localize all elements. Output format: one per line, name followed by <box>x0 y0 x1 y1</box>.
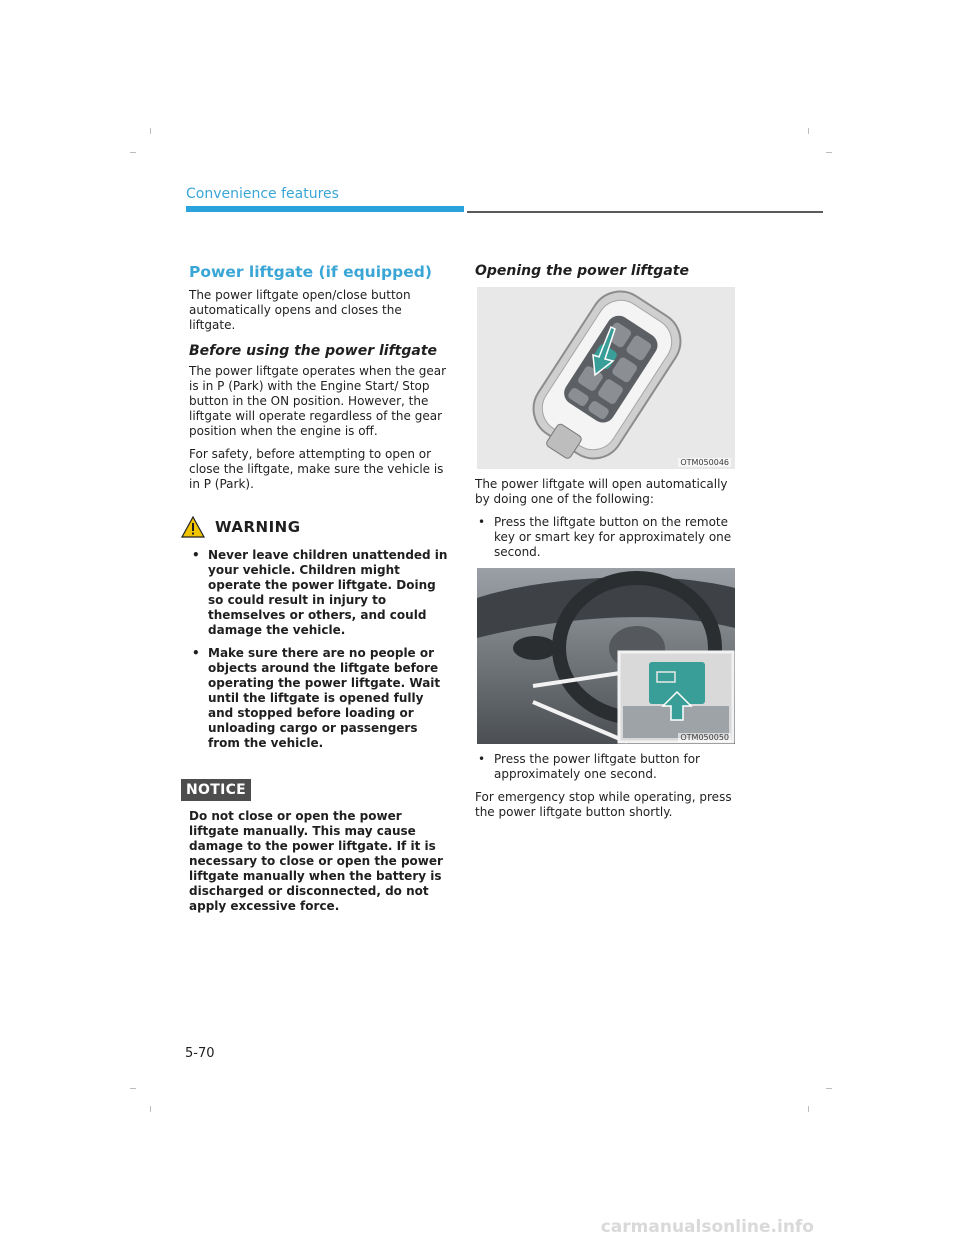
warning-icon <box>181 516 205 538</box>
list-item: • Press the liftgate button on the remote key or smart key for approximately one second. <box>475 515 737 560</box>
crop-mark <box>150 128 151 134</box>
dashboard-figure <box>477 568 735 744</box>
smart-key-figure <box>477 287 735 469</box>
header-rule-accent <box>186 206 464 212</box>
crop-mark <box>808 128 809 134</box>
crop-mark <box>150 1106 151 1112</box>
crop-mark <box>808 1106 809 1112</box>
right-column <box>475 263 737 828</box>
page-title: Power liftgate (if equipped) <box>189 263 432 281</box>
opening-heading: Opening the power liftgate <box>475 263 689 279</box>
header-rule <box>467 211 823 213</box>
smart-key-illustration <box>477 287 735 469</box>
notice-text: Do not close or open the power liftgate manually. This may cause damage to the power liftgate. If it is necessary to close or open the power liftgate manually when the battery is discharged or disconnected, do not apply excessive force. <box>189 809 443 913</box>
intro-paragraph: The power liftgate open/close button automatically opens and closes the liftgate. <box>189 288 411 332</box>
opening-list-1 <box>475 515 737 560</box>
warning-list <box>189 548 451 751</box>
opening-intro: The power liftgate will open automatically by doing one of the following: <box>475 477 728 506</box>
section-title: Convenience features <box>186 186 339 202</box>
list-item: • Press the power liftgate button for approximately one second. <box>475 752 737 782</box>
warning-header <box>181 516 451 538</box>
warning-item: • Never leave children unattended in your vehicle. Children might operate the power liftgate. Doing so could result in injury to themselves or others, and could damage the vehicle. <box>189 548 451 638</box>
before-heading: Before using the power liftgate <box>189 343 438 359</box>
crop-mark <box>130 152 136 153</box>
before-paragraph-2: For safety, before attempting to open or close the liftgate, make sure the vehicle is in P (Park). <box>189 447 444 491</box>
warning-label: WARNING <box>215 518 301 536</box>
footer-watermark: carmanualsonline.info <box>600 1217 814 1237</box>
before-paragraph-1: The power liftgate operates when the gear is in P (Park) with the Engine Start/ Stop button in the ON position. However, the liftgate will operate regardless of the gear position when the engine is off. <box>189 364 447 438</box>
dashboard-illustration <box>477 568 735 744</box>
warning-item: • Make sure there are no people or objects around the liftgate before operating the power liftgate. Wait until the liftgate is opened fully and stopped before loading or unloading cargo or passengers from the vehicle. <box>189 646 451 751</box>
figure-code: OTM050050 <box>680 733 729 742</box>
crop-mark <box>826 152 832 153</box>
crop-mark <box>826 1088 832 1089</box>
crop-mark <box>130 1088 136 1089</box>
left-column <box>186 263 451 922</box>
opening-list-2 <box>475 752 737 782</box>
emergency-stop-text: For emergency stop while operating, press the power liftgate button shortly. <box>475 790 732 819</box>
figure-code: OTM050046 <box>680 458 729 467</box>
page-number: 5-70 <box>185 1046 215 1061</box>
notice-badge: NOTICE <box>181 779 251 801</box>
